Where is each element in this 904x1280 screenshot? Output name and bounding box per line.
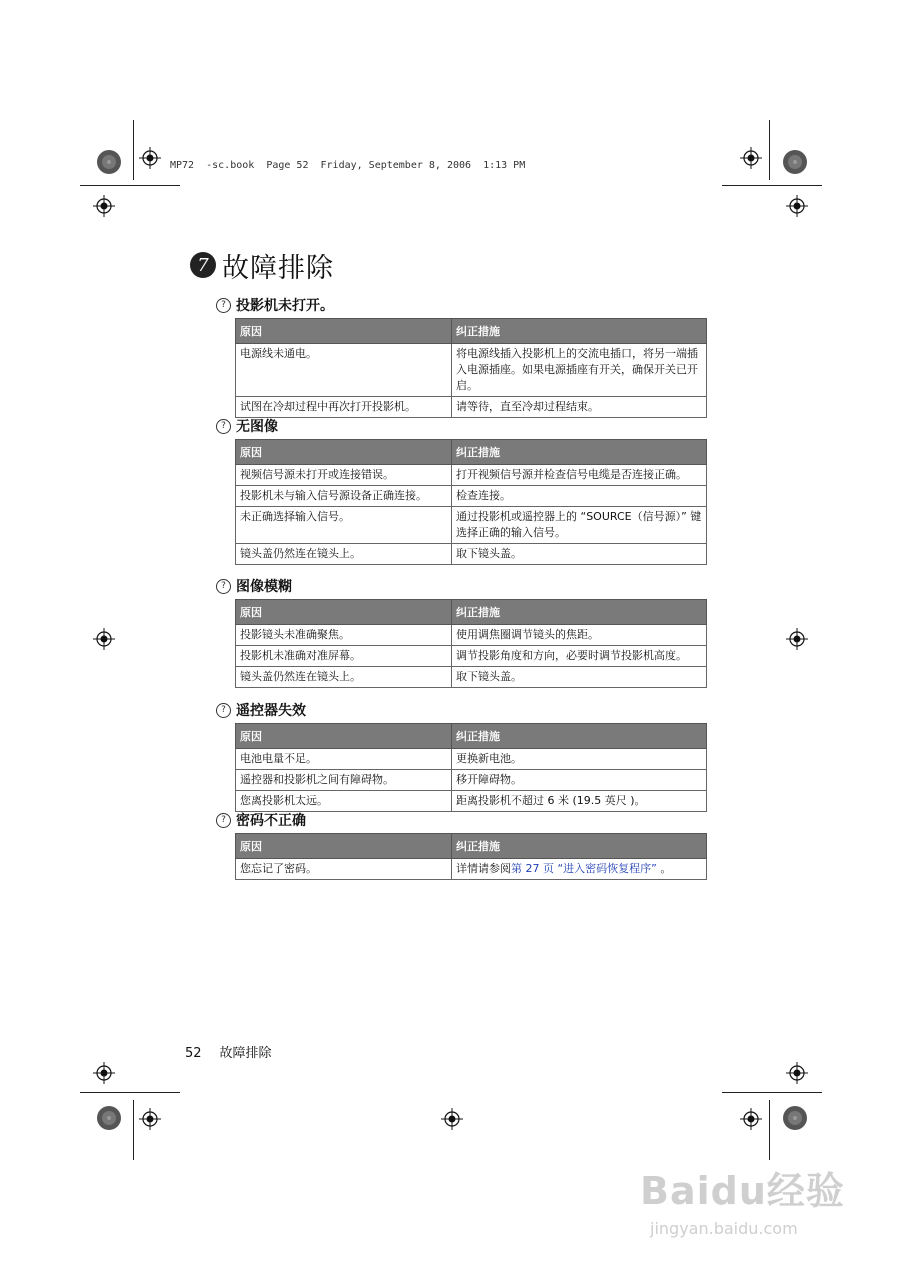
col-cause-header: 原因	[236, 834, 452, 859]
fix-text: 。	[656, 862, 672, 875]
chapter-number-badge: 7	[190, 252, 216, 278]
fix-text: 详情请参阅	[456, 862, 511, 875]
fix-cell: 请等待，直至冷却过程结束。	[452, 397, 707, 418]
table-row	[236, 749, 707, 770]
crop-mark	[80, 1092, 180, 1093]
col-fix-header: 纠正措施	[452, 319, 707, 344]
question-icon: ?	[216, 813, 231, 828]
col-cause-header: 原因	[236, 319, 452, 344]
question-icon: ?	[216, 419, 231, 434]
section-title: 遥控器失效	[236, 703, 306, 719]
fix-cell: 调节投影角度和方向，必要时调节投影机高度。	[452, 646, 707, 667]
troubleshooting-table	[235, 723, 707, 812]
table-row	[236, 465, 707, 486]
watermark-url: jingyan.baidu.com	[650, 1219, 798, 1238]
table-row	[236, 397, 707, 418]
crop-mark	[722, 1092, 822, 1093]
question-icon: ?	[216, 298, 231, 313]
fix-cell: 将电源线插入投影机上的交流电插口，将另一端插入电源插座。如果电源插座有开关，确保开关已开启。	[452, 344, 707, 397]
troubleshooting-table	[235, 318, 707, 418]
table-row	[236, 507, 707, 544]
section-blurry-image	[216, 577, 708, 688]
registration-mark-icon	[93, 1062, 115, 1084]
fix-cell: 取下镜头盖。	[452, 544, 707, 565]
section-remote-failure	[216, 701, 708, 812]
table-header-row	[236, 319, 707, 344]
page-footer	[185, 1042, 272, 1061]
col-fix-header: 纠正措施	[452, 440, 707, 465]
registration-mark-icon	[93, 628, 115, 650]
col-fix-header: 纠正措施	[452, 834, 707, 859]
section-title: 投影机未打开。	[236, 298, 334, 314]
question-icon: ?	[216, 579, 231, 594]
chapter-title: 故障排除	[222, 252, 334, 284]
cause-cell: 遥控器和投影机之间有障碍物。	[236, 770, 452, 791]
fix-cell: 使用调焦圈调节镜头的焦距。	[452, 625, 707, 646]
cause-cell: 投影机未准确对准屏幕。	[236, 646, 452, 667]
crop-mark	[769, 1100, 770, 1160]
registration-mark-icon	[786, 1062, 808, 1084]
cause-cell: 投影镜头未准确聚焦。	[236, 625, 452, 646]
cause-cell: 投影机未与输入信号源设备正确连接。	[236, 486, 452, 507]
registration-mark-icon	[139, 147, 161, 169]
table-row	[236, 486, 707, 507]
table-row	[236, 667, 707, 688]
table-row	[236, 859, 707, 880]
registration-mark-icon	[139, 1108, 161, 1130]
cause-cell: 镜头盖仍然连在镜头上。	[236, 544, 452, 565]
crop-mark	[133, 120, 134, 180]
watermark	[640, 1160, 845, 1238]
registration-mark-icon	[441, 1108, 463, 1130]
section-title: 密码不正确	[236, 813, 306, 829]
color-rosette-icon	[96, 1105, 122, 1131]
question-icon: ?	[216, 703, 231, 718]
table-row	[236, 544, 707, 565]
fix-cell	[452, 859, 707, 880]
chapter-heading	[190, 246, 334, 284]
table-header-row	[236, 724, 707, 749]
col-cause-header: 原因	[236, 724, 452, 749]
watermark-brand: Baidu经验	[640, 1169, 845, 1213]
page-number: 52	[185, 1046, 202, 1061]
troubleshooting-table	[235, 599, 707, 688]
registration-mark-icon	[93, 195, 115, 217]
registration-mark-icon	[740, 1108, 762, 1130]
section-wrong-password	[216, 811, 708, 880]
crop-mark	[769, 120, 770, 180]
cause-cell: 您忘记了密码。	[236, 859, 452, 880]
print-header: MP72 -sc.book Page 52 Friday, September 8, 2006 1:13 PM	[170, 160, 526, 171]
crop-mark	[133, 1100, 134, 1160]
crop-mark	[722, 185, 822, 186]
table-row	[236, 646, 707, 667]
col-cause-header: 原因	[236, 440, 452, 465]
col-fix-header: 纠正措施	[452, 600, 707, 625]
registration-mark-icon	[786, 628, 808, 650]
fix-cell: 距离投影机不超过 6 米 (19.5 英尺 )。	[452, 791, 707, 812]
color-rosette-icon	[96, 149, 122, 175]
crop-mark	[80, 185, 180, 186]
table-row	[236, 625, 707, 646]
color-rosette-icon	[782, 1105, 808, 1131]
cause-cell: 镜头盖仍然连在镜头上。	[236, 667, 452, 688]
table-row	[236, 770, 707, 791]
password-recovery-link[interactable]: 第 27 页 “进入密码恢复程序”	[511, 862, 657, 875]
footer-section-name: 故障排除	[219, 1046, 272, 1061]
cause-cell: 您离投影机太远。	[236, 791, 452, 812]
registration-mark-icon	[786, 195, 808, 217]
col-cause-header: 原因	[236, 600, 452, 625]
registration-mark-icon	[740, 147, 762, 169]
table-header-row	[236, 834, 707, 859]
section-power	[216, 296, 708, 418]
col-fix-header: 纠正措施	[452, 724, 707, 749]
cause-cell: 试图在冷却过程中再次打开投影机。	[236, 397, 452, 418]
section-no-image	[216, 417, 708, 565]
cause-cell: 视频信号源未打开或连接错误。	[236, 465, 452, 486]
fix-cell: 检查连接。	[452, 486, 707, 507]
table-row	[236, 791, 707, 812]
table-header-row	[236, 600, 707, 625]
fix-cell: 打开视频信号源并检查信号电缆是否连接正确。	[452, 465, 707, 486]
troubleshooting-table	[235, 833, 707, 880]
cause-cell: 未正确选择输入信号。	[236, 507, 452, 544]
troubleshooting-table	[235, 439, 707, 565]
fix-cell: 取下镜头盖。	[452, 667, 707, 688]
section-title: 图像模糊	[236, 579, 292, 595]
section-title: 无图像	[236, 419, 278, 435]
table-row	[236, 344, 707, 397]
table-header-row	[236, 440, 707, 465]
cause-cell: 电源线未通电。	[236, 344, 452, 397]
fix-cell: 移开障碍物。	[452, 770, 707, 791]
color-rosette-icon	[782, 149, 808, 175]
fix-cell: 更换新电池。	[452, 749, 707, 770]
fix-cell: 通过投影机或遥控器上的 “SOURCE（信号源）” 键选择正确的输入信号。	[452, 507, 707, 544]
cause-cell: 电池电量不足。	[236, 749, 452, 770]
